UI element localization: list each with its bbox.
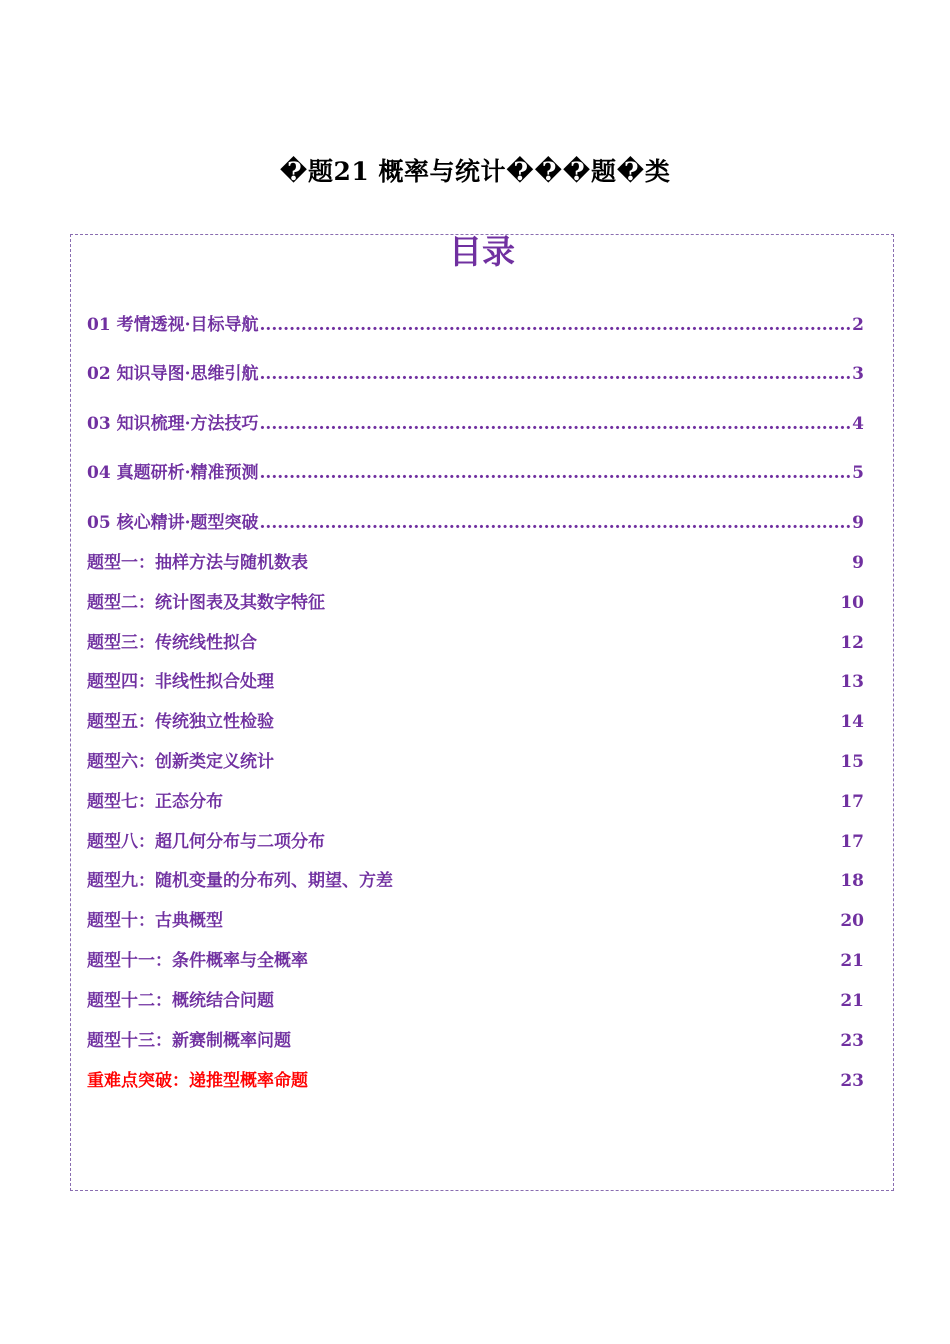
toc-entry-page: 23: [840, 1031, 864, 1051]
toc-entry-label: 05 核心精讲·题型突破: [87, 513, 259, 533]
toc-subentry-type-12[interactable]: [87, 990, 864, 1012]
toc-entry-page: 20: [840, 911, 864, 931]
toc-entry-label: 02 知识导图·思维引航: [87, 364, 259, 384]
toc-entry-page: 13: [840, 672, 864, 692]
toc-subentry-type-10[interactable]: [87, 910, 864, 932]
toc-entry-label: 03 知识梳理·方法技巧: [87, 414, 259, 434]
toc-entry-label: 题型一：抽样方法与随机数表: [87, 553, 308, 573]
toc-entry-label: 题型四：非线性拟合处理: [87, 672, 274, 692]
toc-entry-page: 4: [852, 414, 864, 434]
table-of-contents: [70, 234, 894, 1191]
toc-subentry-type-5[interactable]: [87, 711, 864, 733]
toc-entry-05[interactable]: [87, 512, 864, 534]
toc-entry-page: 17: [840, 832, 864, 852]
toc-entry-label: 题型十三：新赛制概率问题: [87, 1031, 291, 1051]
toc-subentry-type-13[interactable]: [87, 1030, 864, 1052]
toc-subentry-type-1[interactable]: [87, 552, 864, 574]
dot-leader: [260, 413, 852, 435]
toc-entry-page: 2: [852, 315, 864, 335]
dot-leader: [260, 363, 852, 385]
toc-subentry-type-9[interactable]: [87, 870, 864, 892]
toc-entry-label: 01 考情透视·目标导航: [87, 315, 259, 335]
toc-entry-label: 题型五：传统独立性检验: [87, 712, 274, 732]
toc-entry-03[interactable]: [87, 413, 864, 435]
toc-entry-page: 23: [840, 1071, 864, 1091]
toc-entry-02[interactable]: [87, 363, 864, 385]
toc-subentry-type-7[interactable]: [87, 791, 864, 813]
toc-entry-page: 15: [840, 752, 864, 772]
dot-leader: [260, 512, 852, 534]
toc-heading: 目录: [449, 232, 515, 271]
toc-entry-label: 题型九：随机变量的分布列、期望、方差: [87, 871, 393, 891]
toc-entry-page: 9: [852, 513, 864, 533]
toc-entry-label: 题型八：超几何分布与二项分布: [87, 832, 325, 852]
dot-leader: [260, 462, 852, 484]
toc-entry-page: 14: [840, 712, 864, 732]
toc-entry-label: 重难点突破：递推型概率命题: [87, 1071, 308, 1091]
page-title: �题21 概率与统计���题�类: [279, 157, 671, 186]
toc-entry-page: 21: [840, 951, 864, 971]
toc-subentry-type-2[interactable]: [87, 592, 864, 614]
toc-subentry-key-difficulty[interactable]: [87, 1070, 864, 1092]
toc-entry-label: 题型十一：条件概率与全概率: [87, 951, 308, 971]
toc-entry-label: 04 真题研析·精准预测: [87, 463, 259, 483]
toc-subentry-type-3[interactable]: [87, 632, 864, 654]
toc-entry-04[interactable]: [87, 462, 864, 484]
toc-entry-label: 题型二：统计图表及其数字特征: [87, 593, 325, 613]
toc-subentry-type-8[interactable]: [87, 831, 864, 853]
toc-entry-page: 3: [852, 364, 864, 384]
toc-entry-page: 17: [840, 792, 864, 812]
toc-entry-page: 21: [840, 991, 864, 1011]
toc-entry-label: 题型六：创新类定义统计: [87, 752, 274, 772]
toc-entry-page: 9: [852, 553, 864, 573]
toc-entry-page: 12: [840, 633, 864, 653]
toc-subentry-type-6[interactable]: [87, 751, 864, 773]
toc-entry-page: 5: [852, 463, 864, 483]
toc-entry-01[interactable]: [87, 314, 864, 336]
toc-subentry-type-4[interactable]: [87, 671, 864, 693]
toc-subentry-type-11[interactable]: [87, 950, 864, 972]
toc-entry-label: 题型十：古典概型: [87, 911, 223, 931]
toc-entry-page: 18: [840, 871, 864, 891]
dot-leader: [260, 314, 852, 336]
toc-entry-page: 10: [840, 593, 864, 613]
toc-entry-label: 题型十二：概统结合问题: [87, 991, 274, 1011]
toc-entry-label: 题型七：正态分布: [87, 792, 223, 812]
toc-entry-label: 题型三：传统线性拟合: [87, 633, 257, 653]
